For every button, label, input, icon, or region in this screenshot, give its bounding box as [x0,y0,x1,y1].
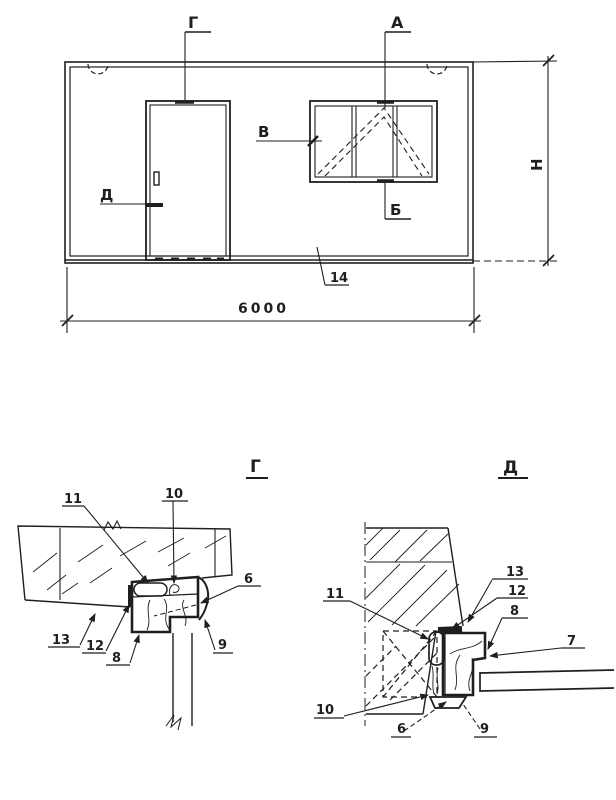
dimension-width-value: 6000 [238,301,289,317]
detail-d-title: Д [503,458,519,478]
callout-11-label: 11 [64,492,83,507]
detail-d-wall-hatching [366,528,459,626]
mark-b-label: Б [390,201,402,219]
window-opening [310,101,437,182]
section-mark-a-elevation [377,32,411,108]
mark-a-label: А [391,13,404,32]
threshold-apron-icon [430,697,466,708]
callout-6-label: 6 [397,722,407,737]
detail-g-panel [18,521,232,607]
section-mark-d-elevation [100,204,163,205]
door-handle-icon [154,172,159,185]
detail-g-title: Г [250,457,261,477]
wall-elevation [60,13,557,333]
callout-11-label: 11 [326,587,345,602]
callout-9-label: 9 [480,722,490,737]
callout-12-label: 12 [508,584,527,599]
break-mark-icon [166,715,181,730]
door-opening [146,101,230,260]
lifting-loop-icons [88,64,447,74]
frame-grain-texture [147,599,186,630]
detail-d-callouts [314,579,585,737]
callout-13-label: 13 [52,633,71,648]
detail-d-frame-block [429,632,485,708]
dimension-height-label: Н [528,158,546,171]
callout-8-label: 8 [510,604,520,619]
mark-g-label: Г [188,13,199,32]
detail-g-door-leaf [166,633,192,730]
dimension-width [60,267,481,333]
callout-10-label: 10 [165,487,184,502]
callout-10-label: 10 [316,703,335,718]
callout-12-label: 12 [86,639,105,654]
callout-8-label: 8 [112,651,122,666]
detail-section-d [314,458,614,737]
callout-13-label: 13 [506,565,525,580]
detail-section-g [18,457,268,730]
mark-d-label: Д [100,186,114,204]
callout-9-label: 9 [218,638,228,653]
detail-d-floor-slab [480,670,614,691]
detail-d-wall [366,528,463,714]
gasket-icon [134,583,167,596]
drip-flashing-icon [198,577,208,620]
frame-grain-texture [432,641,482,694]
callout-6-label: 6 [244,572,254,587]
callout-7-label: 7 [567,634,577,649]
mark-v-label: В [258,123,270,141]
callout-14-label: 14 [330,271,349,286]
detail-g-frame-block [132,577,208,632]
window-opening-direction-dashes [318,108,429,176]
wall-outline [65,62,473,263]
caulk-squiggle-icon [170,585,179,595]
break-mark-icon [104,521,121,530]
detail-d-seal-strip [438,629,462,630]
